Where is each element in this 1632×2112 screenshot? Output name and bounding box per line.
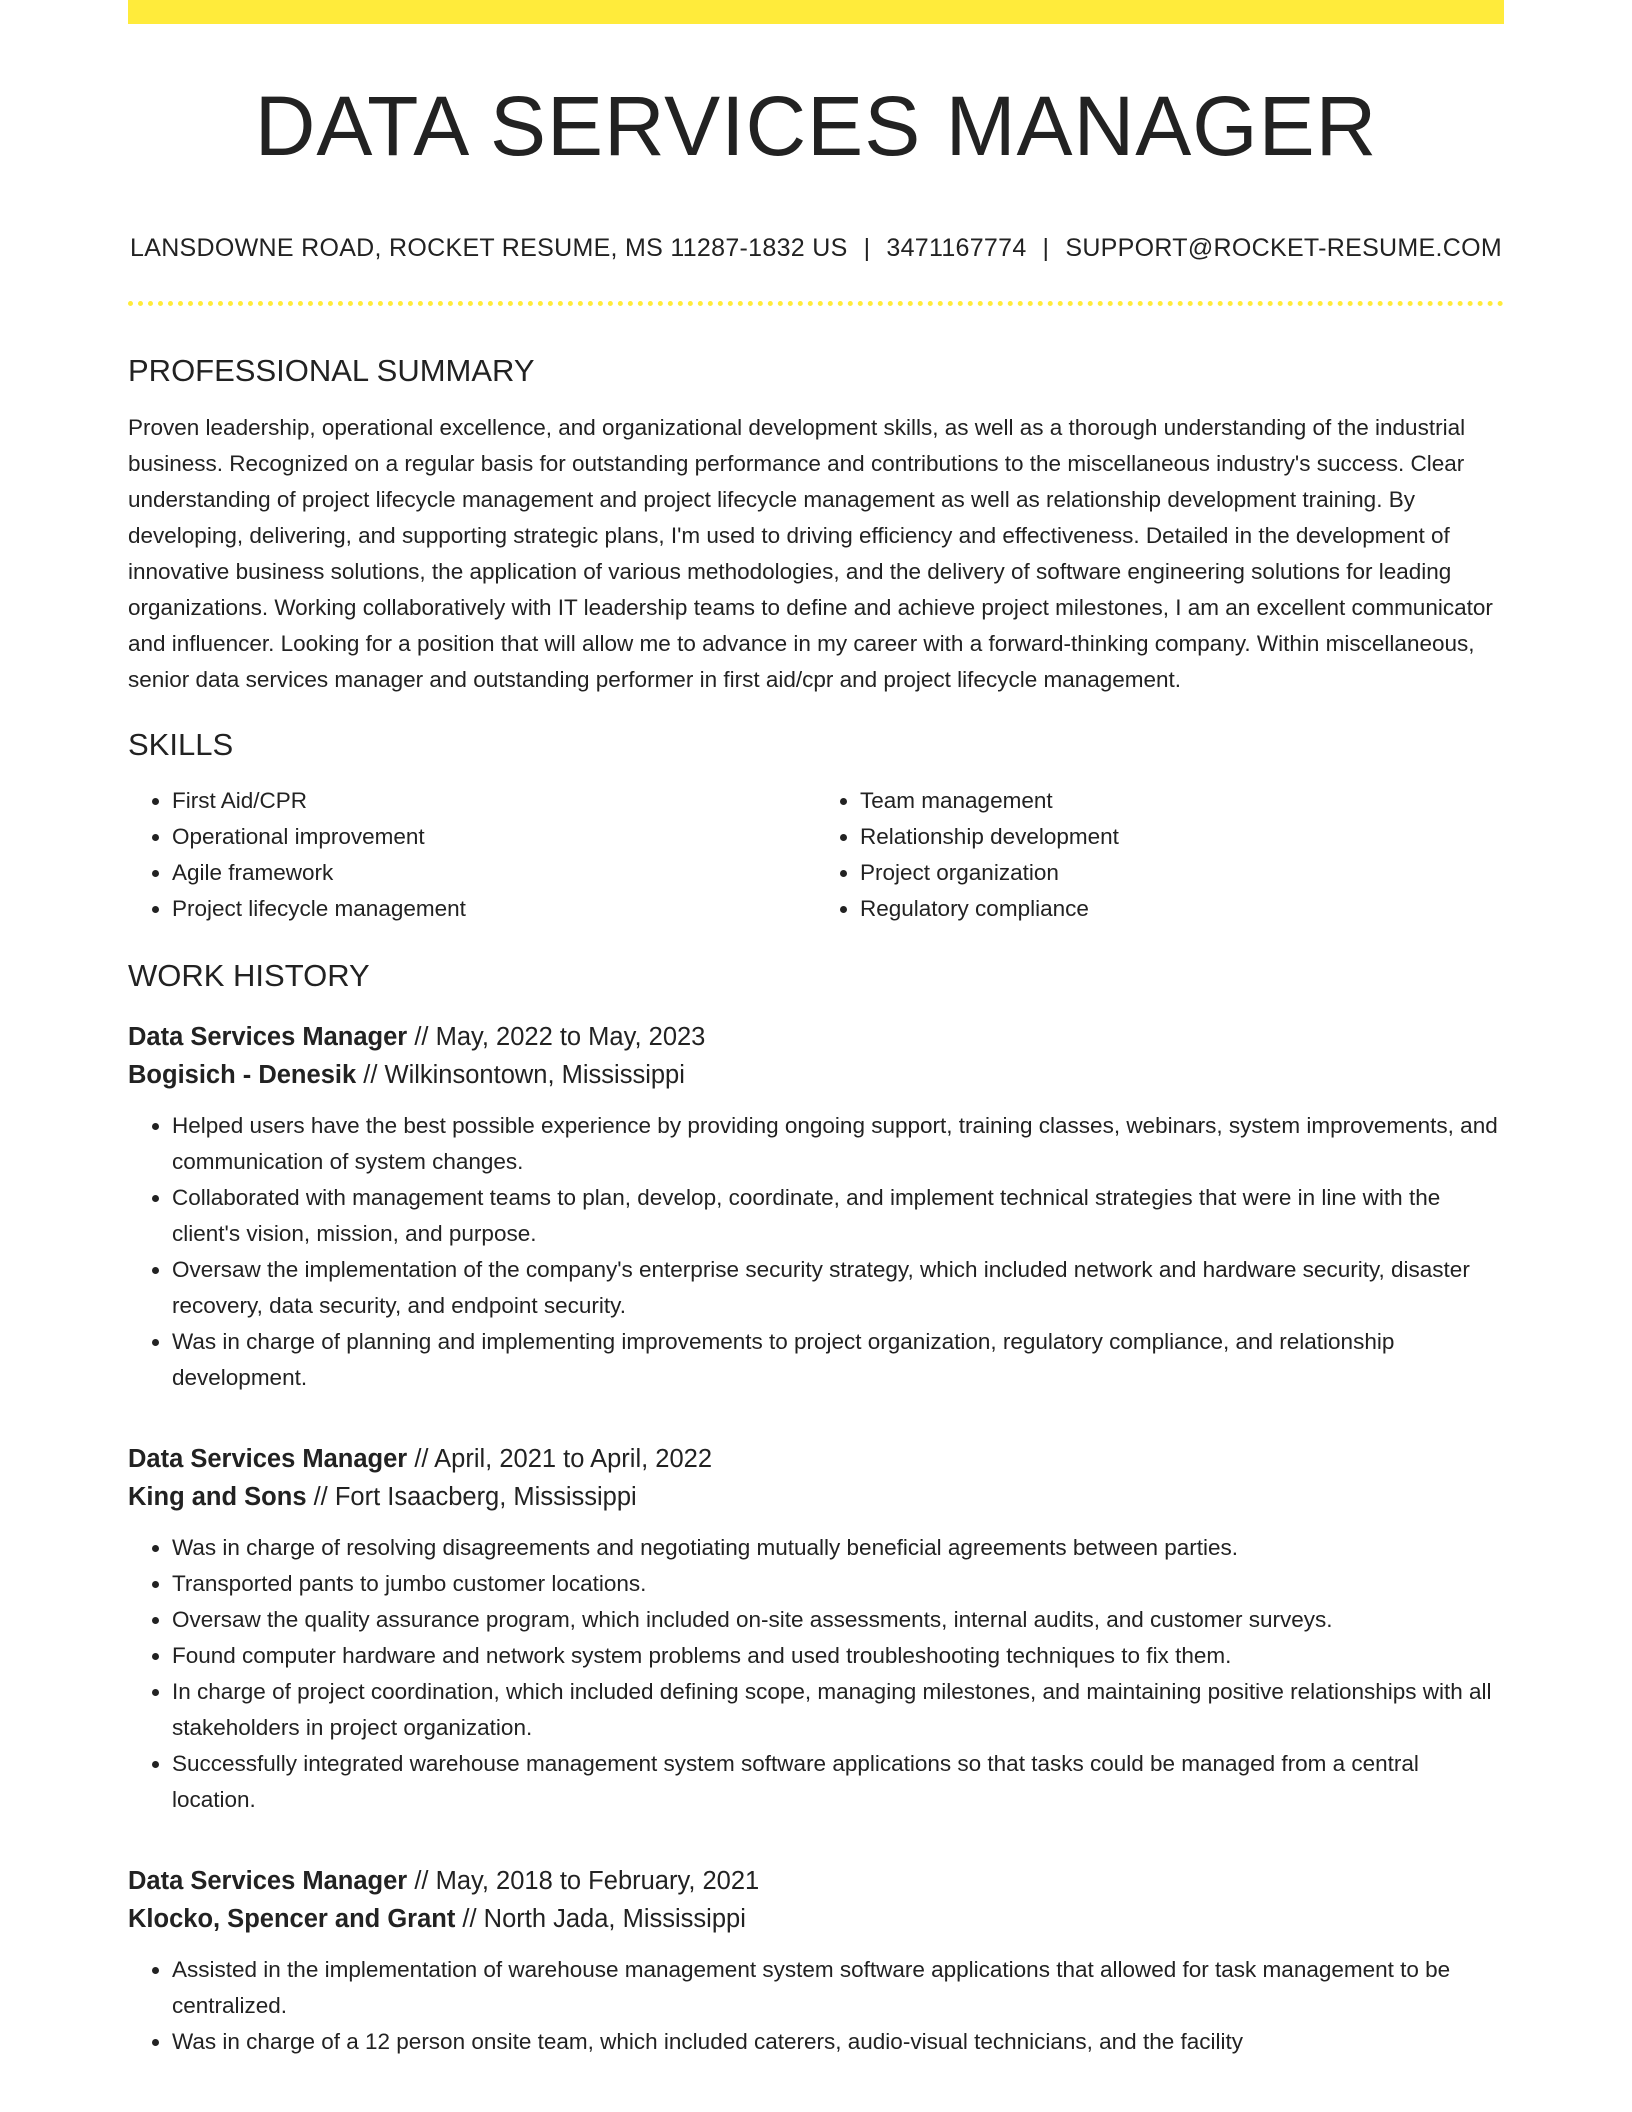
- skills-column-right: [816, 783, 1504, 927]
- summary-text: Proven leadership, operational excellence, and organizational development skills, as well as a thorough understanding of the industrial business. Recognized on a regular basis for outstanding performance and contributions to the miscellaneous industry's success. Clear understanding of project lifecycle management and project lifecycle management as well as relationship development training. By developing, delivering, and supporting strategic plans, I'm used to driving efficiency and effectiveness. Detailed in the development of innovative business solutions, the application of various methodologies, and the delivery of software engineering solutions for leading organizations. Working collaboratively with IT leadership teams to define and achieve project milestones, I am an excellent communicator and influencer. Looking for a position that will allow me to advance in my career with a forward-thinking company. Within miscellaneous, senior data services manager and outstanding performer in first aid/cpr and project lifecycle management.: [128, 414, 1493, 692]
- job-bullet: • Oversaw the quality assurance program, which included on-site assessments, internal audits, and customer surveys.: [172, 1602, 1504, 1638]
- job-bullets: [128, 1108, 1504, 1396]
- job-bullets: [128, 1952, 1504, 2060]
- resume-page: [128, 0, 1504, 2060]
- job-role: Data Services Manager: [128, 1022, 408, 1051]
- phone: 3471167774: [886, 234, 1027, 263]
- skills-list: [128, 783, 1504, 927]
- job-bullet: • In charge of project coordination, which included defining scope, managing milestones, and maintaining positive relationships with all stakeholders in project organization.: [172, 1674, 1504, 1746]
- job-company-line: [128, 1056, 1504, 1094]
- job-dates: // May, 2018 to February, 2021: [407, 1866, 760, 1895]
- section-title-work: WORK HISTORY: [128, 957, 370, 993]
- job-bullet: • Collaborated with management teams to plan, develop, coordinate, and implement technical strategies that were in line with the client's vision, mission, and purpose.: [172, 1180, 1504, 1252]
- accent-bar: [128, 0, 1504, 24]
- job-company: King and Sons: [128, 1482, 307, 1511]
- job-role: Data Services Manager: [128, 1866, 408, 1895]
- skill-item: • First Aid/CPR: [172, 783, 816, 819]
- job-role: Data Services Manager: [128, 1444, 408, 1473]
- skill-item: • Operational improvement: [172, 819, 816, 855]
- job-bullet: • Transported pants to jumbo customer locations.: [172, 1566, 1504, 1602]
- email: SUPPORT@ROCKET-RESUME.COM: [1065, 234, 1502, 263]
- skill-item: • Project organization: [860, 855, 1504, 891]
- skills-column-left: [128, 783, 816, 927]
- job-location: // North Jada, Mississippi: [455, 1904, 746, 1933]
- job-location: // Fort Isaacberg, Mississippi: [306, 1482, 637, 1511]
- skill-item: • Regulatory compliance: [860, 891, 1504, 927]
- job-bullet: • Successfully integrated warehouse management system software applications so that tasks could be managed from a central location.: [172, 1746, 1504, 1818]
- job-bullet: • Was in charge of a 12 person onsite team, which included caterers, audio-visual technicians, and the facility: [172, 2024, 1504, 2060]
- resume-title: DATA SERVICES MANAGER: [254, 79, 1378, 173]
- skill-item: • Team management: [860, 783, 1504, 819]
- job-role-line: [128, 1862, 1504, 1900]
- job-entry: [128, 1862, 1504, 2060]
- job-entry: [128, 1440, 1504, 1818]
- skill-item: • Agile framework: [172, 855, 816, 891]
- job-bullets: [128, 1530, 1504, 1818]
- job-dates: // April, 2021 to April, 2022: [407, 1444, 713, 1473]
- job-role-line: [128, 1018, 1504, 1056]
- job-bullet: • Helped users have the best possible experience by providing ongoing support, training classes, webinars, system improvements, and communication of system changes.: [172, 1108, 1504, 1180]
- job-bullet: • Was in charge of planning and implementing improvements to project organization, regulatory compliance, and relationship development.: [172, 1324, 1504, 1396]
- separator: |: [863, 234, 871, 263]
- job-bullet: • Found computer hardware and network system problems and used troubleshooting techniques to fix them.: [172, 1638, 1504, 1674]
- job-bullet: • Was in charge of resolving disagreements and negotiating mutually beneficial agreements between parties.: [172, 1530, 1504, 1566]
- skill-item: • Relationship development: [860, 819, 1504, 855]
- job-dates: // May, 2022 to May, 2023: [407, 1022, 706, 1051]
- job-company-line: [128, 1478, 1504, 1516]
- separator: |: [1042, 234, 1050, 263]
- address: LANSDOWNE ROAD, ROCKET RESUME, MS 11287-1832 US: [130, 234, 848, 263]
- section-title-skills: SKILLS: [128, 726, 234, 762]
- job-company: Bogisich - Denesik: [128, 1060, 357, 1089]
- job-bullet: • Assisted in the implementation of warehouse management system software applications that allowed for task management to be centralized.: [172, 1952, 1504, 2024]
- job-role-line: [128, 1440, 1504, 1478]
- section-title-summary: PROFESSIONAL SUMMARY: [128, 353, 535, 389]
- job-bullet: • Oversaw the implementation of the company's enterprise security strategy, which included network and hardware security, disaster recovery, data security, and endpoint security.: [172, 1252, 1504, 1324]
- job-company: Klocko, Spencer and Grant: [128, 1904, 456, 1933]
- skill-item: • Project lifecycle management: [172, 891, 816, 927]
- dotted-divider: [128, 301, 1504, 306]
- job-entry: [128, 1018, 1504, 1396]
- job-location: // Wilkinsontown, Mississippi: [356, 1060, 685, 1089]
- contact-line: [128, 234, 1504, 263]
- job-company-line: [128, 1900, 1504, 1938]
